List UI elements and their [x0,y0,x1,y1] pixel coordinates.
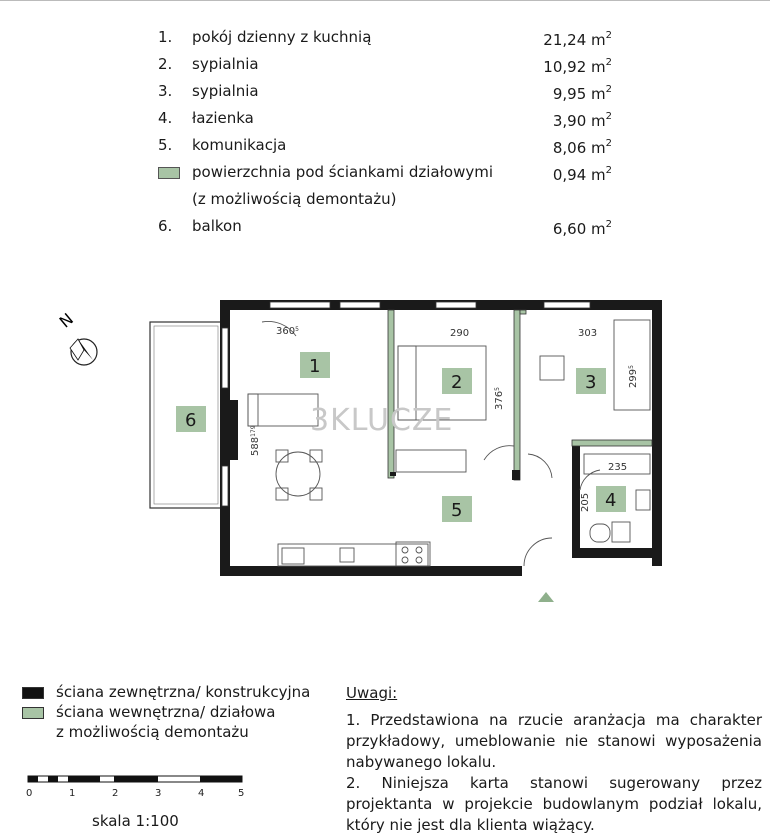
room-name: sypialnia [192,82,259,100]
room-schedule [158,26,618,242]
svg-text:235: 235 [608,462,628,473]
room-name: balkon [192,217,242,235]
watermark: 3KLUCZE [310,403,454,438]
partition-area: 0,94 $m^2$ [552,165,612,184]
exterior-walls [220,300,662,576]
scale-tick-3: 3 [155,788,162,799]
room-name: łazienka [192,109,254,127]
floor-plan [0,290,770,620]
svg-text:303: 303 [578,328,598,339]
room-label-4: 4 [605,490,617,511]
interior-walls [390,470,520,480]
top-rule [0,0,770,1]
room-name: komunikacja [192,136,287,154]
room-number: 1. [158,28,173,46]
partition-note: (z możliwością demontażu) [192,190,397,208]
scale-tick-1: 1 [69,788,76,799]
room-label-3: 3 [585,372,597,393]
room-label-2: 2 [451,372,463,393]
room-row-1 [158,26,618,53]
room-row-5 [158,134,618,161]
exterior-wall-label: ściana zewnętrzna/ konstrukcyjna [56,683,311,701]
room-area: 10,92 $m^2$ [543,57,612,76]
north-compass-icon [56,309,97,365]
room-label-1: 1 [309,356,321,377]
svg-text:588179: $588^{179}$ [250,425,261,456]
room-label-6: 6 [185,410,197,431]
room-row-4 [158,107,618,134]
scale-tick-2: 2 [112,788,119,799]
room-number: 5. [158,136,173,154]
svg-text:3605: $360^5$ [276,326,299,337]
svg-text:290: 290 [450,328,470,339]
room-number: 2. [158,55,173,73]
room-number: 3. [158,82,173,100]
room-row-3 [158,80,618,107]
room-number: 6. [158,217,173,235]
svg-text:3765: $376^5$ [494,387,505,410]
room-label-5: 5 [451,500,463,521]
svg-text:205: 205 [580,492,591,512]
room-area: 21,24 $m^2$ [543,30,612,49]
notes-title: Uwagi: [346,684,398,702]
interior-partitions [388,310,652,480]
interior-wall-note: z możliwością demontażu [56,723,249,741]
room-area: 9,95 $m^2$ [552,84,612,103]
scale-tick-0: 0 [26,788,33,799]
partition-swatch [158,167,180,179]
scale-tick-4: 4 [198,788,205,799]
note-2: 2. Niniejsza karta stanowi sugerowany przez projektanta w projekcie budowlanym podział lokalu, który nie jest dla klienta wiążący. [346,774,762,834]
partition-row-continued [158,188,618,215]
room-area: 6,60 $m^2$ [552,219,612,238]
room-number: 4. [158,109,173,127]
room-row-6 [158,215,618,242]
north-letter: N [55,309,78,332]
exterior-wall-swatch [22,687,44,699]
note-1: 1. Przedstawiona na rzucie aranżacja ma charakter przykładowy, umeblowanie nie stanowi wyposażenia nabywanego lokalu. [346,711,762,771]
partition-name: powierzchnia pod ściankami działowymi [192,163,493,181]
room-area: 3,90 $m^2$ [552,111,612,130]
entrance-marker-icon [538,592,554,602]
room-area: 8,06 $m^2$ [552,138,612,157]
notes [346,683,762,836]
svg-text:2995: $299^5$ [628,365,639,388]
interior-wall-swatch [22,707,44,719]
room-name: sypialnia [192,55,259,73]
room-row-2 [158,53,618,80]
partition-row [158,161,618,188]
scale-label: skala 1:100 [92,812,179,830]
interior-wall-label: ściana wewnętrzna/ działowa [56,703,276,721]
room-name: pokój dzienny z kuchnią [192,28,372,46]
scale-tick-5: 5 [238,788,245,799]
